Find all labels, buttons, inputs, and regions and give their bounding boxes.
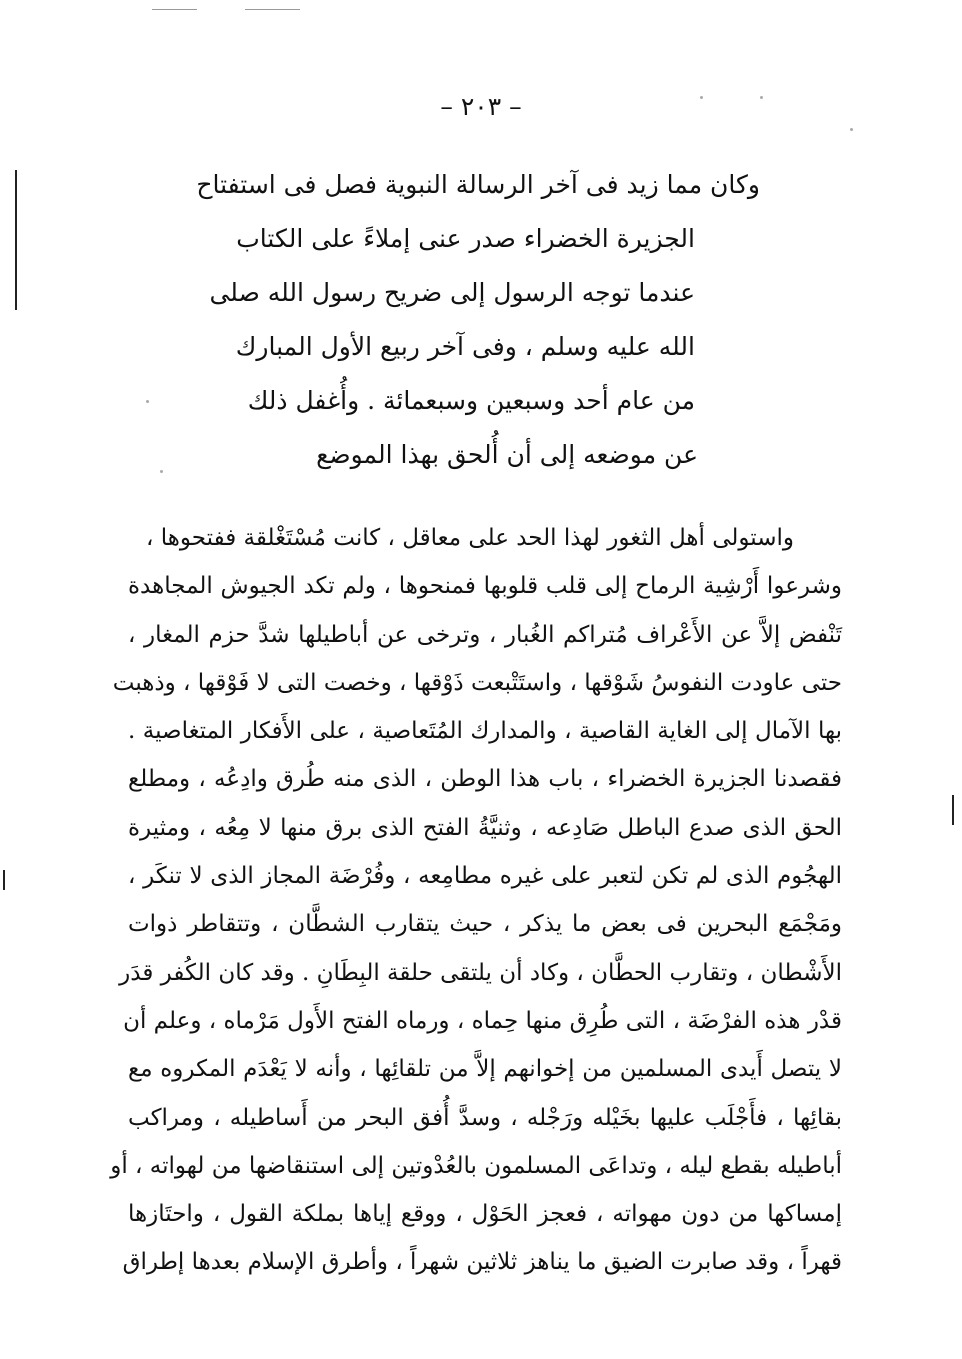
body-line: الهجُوم الذى لم تكن لتعبر على غيره مطامِعه ، وفُرْضَة المجاز الذى لا تنكَر ، <box>128 863 842 890</box>
body-line: حتى عاودت النفوسُ شَوْقها ، واستَتْبعت ذَوْقها ، وخصت التى لا فَوْقها ، وذهبت <box>112 669 842 696</box>
body-line: تَنْفض إلاَّ عن الأَعْراف مُتراكم الغُبار ، وترخى عن أباطيلها شدَّ حزم المغار ، <box>128 621 842 648</box>
intro-line: من عام أحد وسبعين وسبعمائة . وأُغفل ذلك <box>247 386 695 415</box>
body-line: قدْر هذه الفرْضَة ، التى طُرِق منها حِماه ، ورماه الفتح الأَول مَرْماه ، وعلم أن <box>123 1007 842 1034</box>
scan-margin-line <box>952 795 954 825</box>
scan-edge-line <box>245 9 300 10</box>
scan-speck <box>850 128 853 131</box>
scan-speck <box>146 400 149 403</box>
page-number: – ٢٠٣ – <box>440 92 522 121</box>
intro-line: الله عليه وسلم ، وفى آخر ربيع الأول المبارك <box>235 332 695 361</box>
body-paragraph <box>110 514 842 1287</box>
intro-line: عندما توجه الرسول إلى ضريح رسول الله صلى <box>209 278 695 307</box>
body-line: أباطيله بقطع ليله ، وتداعَى المسلمون بالعُدْوتين إلى استنقاضها من لهواته ، أو <box>110 1152 842 1179</box>
body-line: بقائِها ، فأَجْلَب عليها بخَيْله ورَجْله ، وسدَّ أُفق البحر من أَساطيله ، ومراكب <box>128 1104 842 1131</box>
body-line: الحق الذى صدع الباطل صَادِعه ، وثنيَّةُ الفتح الذى برق منها لا مِعُه ، ومثيرة <box>128 814 842 841</box>
scan-speck <box>160 470 163 473</box>
body-line: وشرعوا أَرْشِية الرماح إلى قلب قلوبها فمنحوها ، ولم تكد الجيوش المجاهدة <box>128 573 842 600</box>
scan-margin-line <box>15 170 17 310</box>
intro-line: الجزيرة الخضراء صدر عنى إملاءً على الكتاب <box>236 224 695 253</box>
intro-paragraph <box>180 158 760 482</box>
body-line: بها الآمال إلى الغاية القاصية ، والمدارك المُتَعاصية ، على الأَفكار المتغاصية . <box>128 718 842 745</box>
intro-line: وكان مما زيد فى آخر الرسالة النبوية فصل فى استفتاح <box>196 170 760 199</box>
scan-edge-line <box>152 9 197 10</box>
body-line: ومَجْمَع البحرين فى بعض ما يذكر ، حيث يتقارب الشطَّان ، وتتقاطر ذوات <box>128 911 842 938</box>
intro-line: عن موضعه إلى أن أُلحق بهذا الموضع <box>316 440 698 469</box>
scan-speck <box>700 96 703 99</box>
body-line: لا يتصل أَيدى المسلمين من إخوانهم إلاَّ من تلقائِها ، وأنه لا يَعْدَم المكروه مع <box>128 1056 842 1083</box>
body-line: إمساكها من دون مهواته ، فعجز الحَوْل ، ووقع إياها بملكة القول ، واحتَازها <box>128 1201 842 1228</box>
body-line: قهراً ، وقد صابرت الضيق ما يناهز ثلاثين شهراً ، وأطرق الإسلام بعدها إطراق <box>122 1249 842 1276</box>
body-line: واستولى أهل الثغور لهذا الحد على معاقل ، كانت مُسْتَغْلقة ففتحوها ، <box>146 525 794 551</box>
body-line: الأَشْطان ، وتقارب الحطَّان ، وكاد أن يلتقى حلقة البِطَانِ . وقد كان الكُفر قدَر <box>119 959 842 986</box>
scan-speck <box>760 96 763 99</box>
scan-margin-line <box>3 870 5 890</box>
body-line: فقصدنا الجزيرة الخضراء ، باب هذا الوطن ، الذى منه طُرق وادِعُه ، ومطلع <box>128 766 842 793</box>
